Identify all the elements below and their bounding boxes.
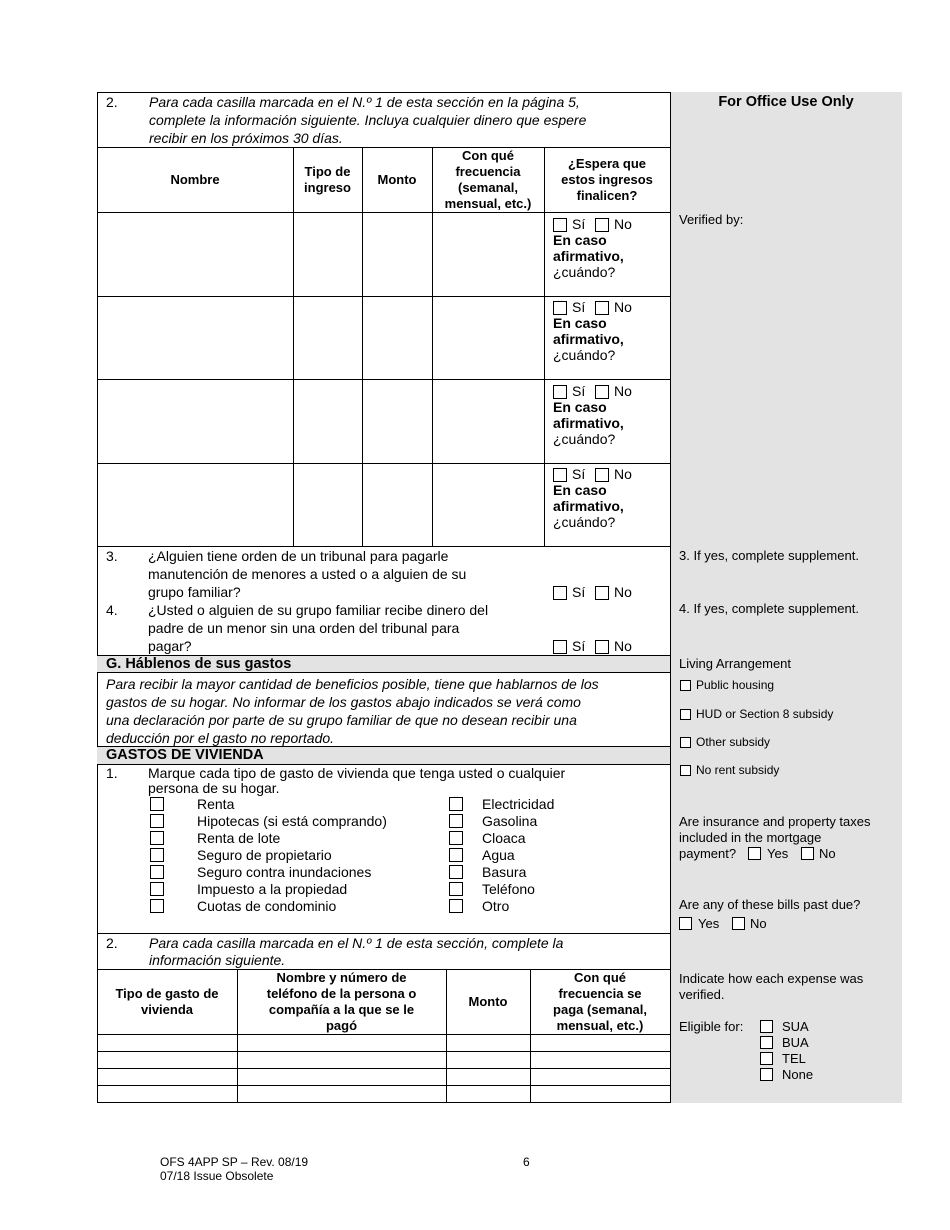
indicate-line-1: Indicate how each expense was [679,971,864,986]
q3-line-3: grupo familiar? [148,584,241,600]
expense-trash-checkbox[interactable] [449,865,463,879]
q4-no-checkbox[interactable] [595,640,609,654]
q3-yes-checkbox[interactable] [553,586,567,600]
income-row-2-yes-label: Sí [572,299,586,315]
expense-sewer-checkbox[interactable] [449,831,463,845]
expense-sewer-label: Cloaca [482,830,526,846]
footer-page-number: 6 [523,1155,530,1169]
eligible-none-label: None [782,1067,814,1082]
living-hud-checkbox[interactable] [680,709,691,720]
income-row-3-no-checkbox[interactable] [595,385,609,399]
income-row-3-yes-label: Sí [572,383,586,399]
living-arrangement-title: Living Arrangement [679,656,792,671]
eligible-none-checkbox[interactable] [760,1068,773,1081]
insurance-yes-label: Yes [767,846,789,861]
income-row-2-no-checkbox[interactable] [595,301,609,315]
q3-number: 3. [106,548,118,564]
eligible-sua-checkbox[interactable] [760,1020,773,1033]
q2-line-3: recibir en los próximos 30 días. [149,130,343,146]
section-g-title: G. Háblenos de sus gastos [106,656,292,672]
insurance-no-label: No [819,846,836,861]
header-frequency: Con qué frecuencia (semanal, mensual, etc.) [444,147,532,211]
living-other-subsidy-label: Other subsidy [696,735,771,749]
expense-electricity-label: Electricidad [482,796,555,812]
eligible-bua-label: BUA [782,1035,809,1050]
q3-line-2: manutención de menores a usted o a alguien de su [148,566,467,582]
housing-q1-line-1: Marque cada tipo de gasto de vivienda que tenga usted o cualquier [148,765,566,781]
expense-property-tax-checkbox[interactable] [150,882,164,896]
footer-obsolete: 07/18 Issue Obsolete [160,1169,274,1183]
section-g-intro-1: Para recibir la mayor cantidad de beneficios posible, tiene que hablarnos de los [106,676,599,692]
income-row-3-if-yes-2: afirmativo, [553,415,624,431]
expense-phone-label: Teléfono [482,881,535,897]
income-row-1-yes-checkbox[interactable] [553,218,567,232]
income-row-1-when: ¿cuándo? [553,264,616,280]
q4-no-label: No [614,638,632,654]
housing-q2-number: 2. [106,935,118,951]
footer-form-id: OFS 4APP SP – Rev. 08/19 [160,1155,309,1169]
indicate-line-2: verified. [679,987,725,1002]
eligible-for-label: Eligible for: [679,1019,744,1034]
income-row-2-yes-checkbox[interactable] [553,301,567,315]
section-g-intro-4: deducción por el gasto no reportado. [106,730,335,746]
insurance-line-3: payment? [679,846,737,861]
living-no-subsidy-label: No rent subsidy [696,763,780,777]
q4-line-2: padre de un menor sin una orden del tribunal para [148,620,460,636]
income-row-4-if-yes-1: En caso [553,482,607,498]
q3-no-checkbox[interactable] [595,586,609,600]
income-row-4-when: ¿cuándo? [553,514,616,530]
q3-no-label: No [614,584,632,600]
housing-header-frequency: Con qué frecuencia se paga (semanal, mensual, etc.) [553,969,647,1033]
expense-flood-insurance-label: Seguro contra inundaciones [197,864,372,880]
past-due-no-checkbox[interactable] [732,917,745,930]
q2-line-1: Para cada casilla marcada en el N.º 1 de esta sección en la página 5, [149,94,580,110]
expense-lot-rent-checkbox[interactable] [150,831,164,845]
expense-homeowner-insurance-label: Seguro de propietario [197,847,332,863]
q4-line-1: ¿Usted o alguien de su grupo familiar recibe dinero del [148,602,489,618]
expense-mortgage-checkbox[interactable] [150,814,164,828]
q3-line-1: ¿Alguien tiene orden de un tribunal para pagarle [148,548,449,564]
past-due-yes-checkbox[interactable] [679,917,692,930]
living-no-subsidy-checkbox[interactable] [680,765,691,776]
housing-q2-line-2: información siguiente. [149,952,286,968]
income-row-2-if-yes-1: En caso [553,315,607,331]
expense-trash-label: Basura [482,864,527,880]
section-g-intro-2: gastos de su hogar. No informar de los gastos abajo indicados se verá como [106,694,581,710]
expense-flood-insurance-checkbox[interactable] [150,865,164,879]
past-due-no-label: No [750,916,767,931]
office-title: For Office Use Only [718,94,854,110]
housing-header-type: Tipo de gasto de vivienda [115,985,219,1017]
expense-gas-checkbox[interactable] [449,814,463,828]
office-note-3: 3. If yes, complete supplement. [679,548,859,563]
income-row-2-if-yes-2: afirmativo, [553,331,624,347]
income-row-1-no-label: No [614,216,632,232]
expense-rent-checkbox[interactable] [150,797,164,811]
office-note-4: 4. If yes, complete supplement. [679,601,859,616]
expense-homeowner-insurance-checkbox[interactable] [150,848,164,862]
expense-water-checkbox[interactable] [449,848,463,862]
housing-header-payee: Nombre y número de teléfono de la persona o compañía a la que se le pagó [266,969,417,1033]
q2-number: 2. [106,94,118,110]
expense-condo-fees-checkbox[interactable] [150,899,164,913]
insurance-line-2: included in the mortgage [679,830,822,845]
header-income-type: Tipo de ingreso [304,163,351,195]
verified-by-label: Verified by: [679,212,744,227]
expense-phone-checkbox[interactable] [449,882,463,896]
office-use-column [670,92,902,1103]
q4-yes-checkbox[interactable] [553,640,567,654]
expense-property-tax-label: Impuesto a la propiedad [197,881,348,897]
eligible-tel-label: TEL [782,1051,806,1066]
housing-header-amount: Monto [468,993,508,1009]
living-hud-label: HUD or Section 8 subsidy [696,707,834,721]
living-public-housing-label: Public housing [696,678,775,692]
housing-q1-line-2: persona de su hogar. [148,780,280,796]
income-row-1-if-yes-1: En caso [553,232,607,248]
income-row-4-if-yes-2: afirmativo, [553,498,624,514]
income-row-3-if-yes-1: En caso [553,399,607,415]
income-row-3-yes-checkbox[interactable] [553,385,567,399]
income-row-4-no-label: No [614,466,632,482]
header-name: Nombre [170,171,220,187]
living-public-housing-checkbox[interactable] [680,680,691,691]
header-expect-end: ¿Espera que estos ingresos finalicen? [561,155,653,203]
expense-gas-label: Gasolina [482,813,538,829]
income-row-1-if-yes-2: afirmativo, [553,248,624,264]
living-other-subsidy-checkbox[interactable] [680,737,691,748]
eligible-sua-label: SUA [782,1019,809,1034]
income-row-4-no-checkbox[interactable] [595,468,609,482]
q4-line-3: pagar? [148,638,192,654]
income-row-3-no-label: No [614,383,632,399]
income-row-3-when: ¿cuándo? [553,431,616,447]
expense-rent-label: Renta [197,796,235,812]
housing-q2-line-1: Para cada casilla marcada en el N.º 1 de esta sección, complete la [149,935,564,951]
expense-mortgage-label: Hipotecas (si está comprando) [197,813,387,829]
income-row-1-no-checkbox[interactable] [595,218,609,232]
q4-number: 4. [106,602,118,618]
past-due-question: Are any of these bills past due? [679,897,861,912]
expense-electricity-checkbox[interactable] [449,797,463,811]
housing-q1-number: 1. [106,765,118,781]
q3-yes-label: Sí [572,584,586,600]
expense-condo-fees-label: Cuotas de condominio [197,898,337,914]
q2-line-2: complete la información siguiente. Incluya cualquier dinero que espere [149,112,587,128]
income-row-4-yes-checkbox[interactable] [553,468,567,482]
income-row-4-yes-label: Sí [572,466,586,482]
insurance-no-checkbox[interactable] [801,847,814,860]
expense-water-label: Agua [482,847,515,863]
eligible-bua-checkbox[interactable] [760,1036,773,1049]
q4-yes-label: Sí [572,638,586,654]
insurance-line-1: Are insurance and property taxes [679,814,871,829]
past-due-yes-label: Yes [698,916,720,931]
header-amount: Monto [377,171,417,187]
insurance-yes-checkbox[interactable] [748,847,761,860]
eligible-tel-checkbox[interactable] [760,1052,773,1065]
income-row-2-no-label: No [614,299,632,315]
section-g-intro-3: una declaración por parte de su grupo familiar de que no desean recibir una [106,712,577,728]
expense-other-checkbox[interactable] [449,899,463,913]
housing-title: GASTOS DE VIVIENDA [106,747,264,763]
expense-other-label: Otro [482,898,510,914]
income-row-1-yes-label: Sí [572,216,586,232]
income-row-2-when: ¿cuándo? [553,347,616,363]
expense-lot-rent-label: Renta de lote [197,830,281,846]
